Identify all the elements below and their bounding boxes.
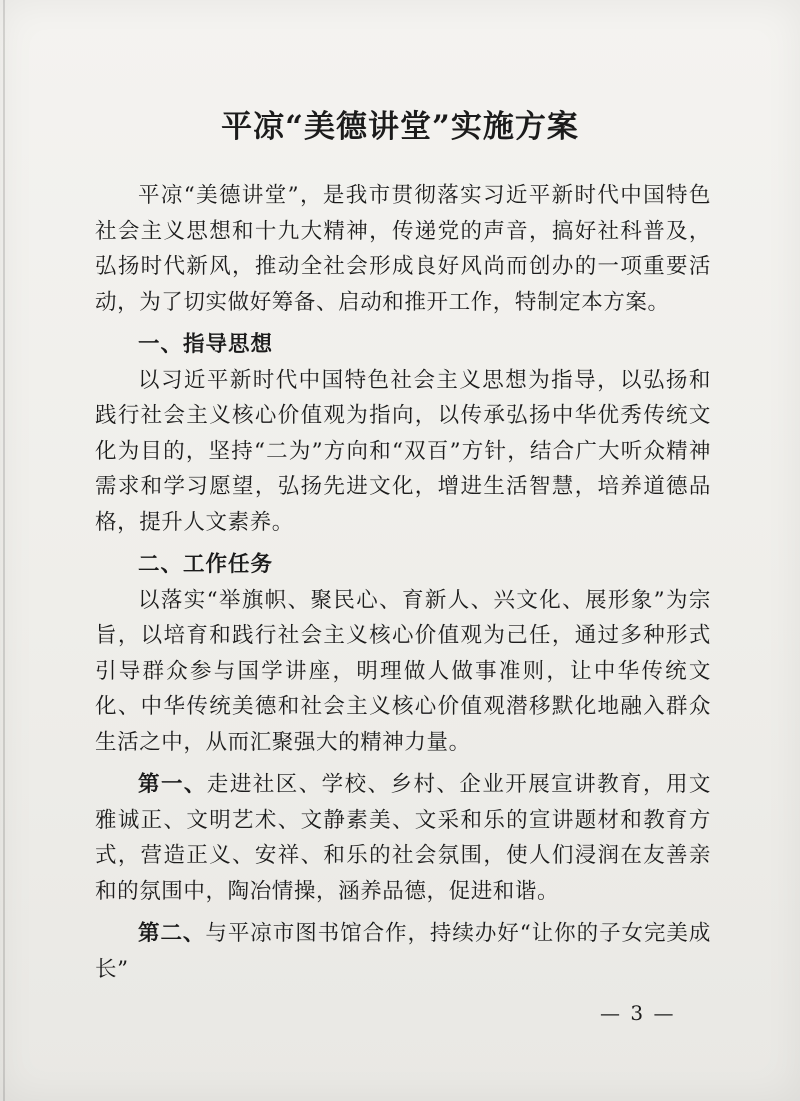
section-paragraph-guiding-ideology: 以习近平新时代中国特色社会主义思想为指导，以弘扬和践行社会主义核心价值观为指向，以传承弘扬中华优秀传统文化为目的，坚持“二为”方向和“双百”方针，结合广大听众精神需求和学习愿望，弘扬先进文化，增进生活智慧，培养道德品格，提升人文素养。 <box>95 367 711 535</box>
intro-paragraph: 平凉“美德讲堂”，是我市贯彻落实习近平新时代中国特色社会主义思想和十九大精神，传递党的声音，搞好社科普及，弘扬时代新风，推动全社会形成良好风尚而创办的一项重要活动，为了切实做好筹备、启动和推开工作，特制定本方案。 <box>95 183 711 315</box>
binding-mark <box>3 0 5 1101</box>
task-item-first <box>95 767 711 909</box>
task-item-second <box>95 916 711 987</box>
section-heading-guiding-ideology: 一、指导思想 <box>138 332 274 357</box>
task-item-first-lead: 第一、 <box>138 772 207 797</box>
task-item-second-text: 与平凉市图书馆合作，持续办好“让你的子女完美成长” <box>95 921 711 982</box>
document-body <box>95 178 711 987</box>
task-item-first-text: 走进社区、学校、乡村、企业开展宣讲教育，用文雅诚正、文明艺术、文静素美、文采和乐的宣讲题材和教育方式，营造正义、安祥、和乐的社会氛围，使人们浸润在友善亲和的氛围中，陶冶情操，涵养品德，促进和谐。 <box>95 772 712 904</box>
section-paragraph-work-tasks: 以落实“举旗帜、聚民心、育新人、兴文化、展形象”为宗旨，以培育和践行社会主义核心价值观为己任，通过多种形式引导群众参与国学讲座，明理做人做事准则，让中华传统文化、中华传统美德和社会主义核心价值观潜移默化地融入群众生活之中，从而汇聚强大的精神力量。 <box>95 587 711 755</box>
document-title: 平凉“美德讲堂”实施方案 <box>221 109 579 145</box>
task-item-second-lead: 第二、 <box>138 921 206 946</box>
page-number: — 3 — <box>600 1001 676 1025</box>
section-heading-work-tasks: 二、工作任务 <box>138 552 274 577</box>
